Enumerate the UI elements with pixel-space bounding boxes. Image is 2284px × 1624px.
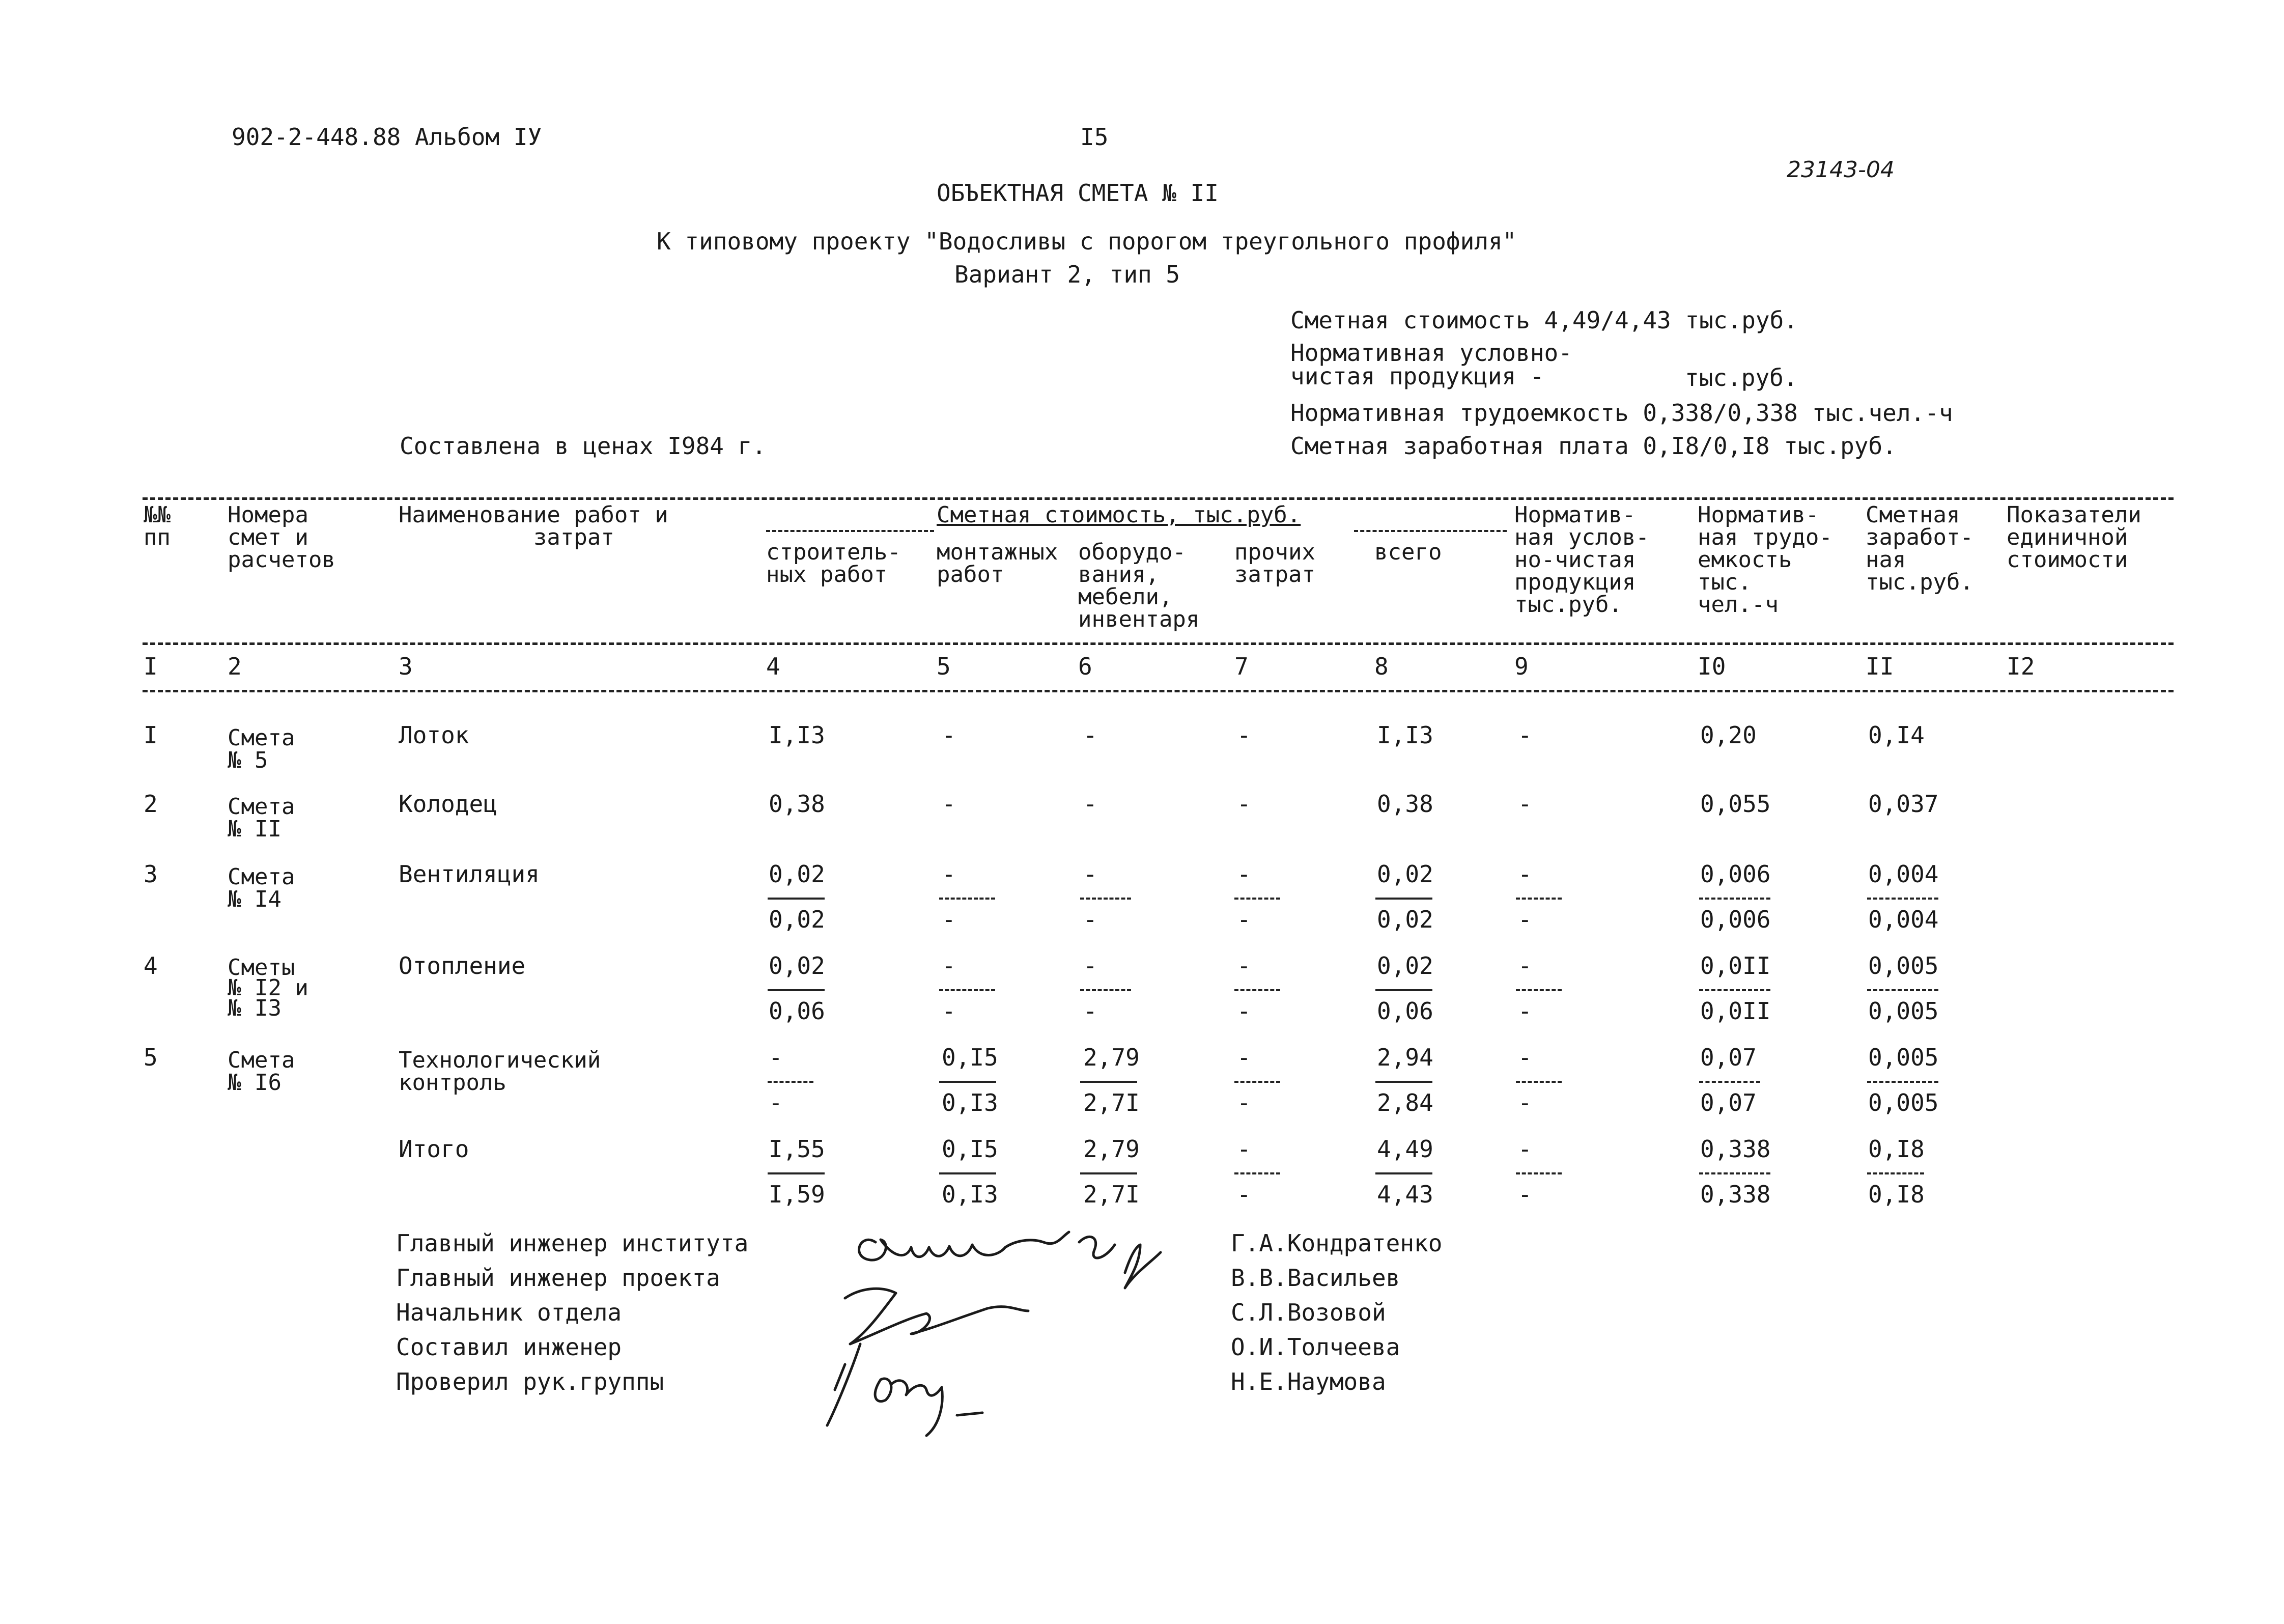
col-header-group: Сметная стоимость, тыс.руб. <box>937 502 1301 528</box>
summary-labor: Нормативная трудоемкость 0,338/0,338 тыс.чел.-ч <box>1290 399 1953 427</box>
col-number-7: 7 <box>1234 653 1249 680</box>
cell-c7: - <box>1237 860 1251 888</box>
fraction-bar <box>1080 1081 1137 1083</box>
cell-c10: 0,0II <box>1700 952 1771 979</box>
fraction-bar <box>1867 1172 1924 1174</box>
cell-c8-b: 2,84 <box>1377 1089 1433 1116</box>
cell-c7-b: - <box>1237 906 1251 933</box>
row-name: Колодец <box>399 790 497 818</box>
signature-name: Н.Е.Наумова <box>1231 1368 1386 1395</box>
col-number-1: I <box>144 653 158 680</box>
cell-c4-b: 0,06 <box>769 997 825 1025</box>
col-number-3: 3 <box>399 653 413 680</box>
row-number: 4 <box>144 952 158 979</box>
row-number: 3 <box>144 860 158 888</box>
cell-c7: - <box>1237 1044 1251 1071</box>
cell-c7: - <box>1237 790 1251 818</box>
summary-prices: Составлена в ценах I984 г. <box>400 432 767 460</box>
cell-c11-b: 0,005 <box>1868 1089 1939 1116</box>
cell-c10: 0,338 <box>1700 1135 1771 1163</box>
cell-c8: I,I3 <box>1377 721 1433 749</box>
signature-role: Проверил рук.группы <box>396 1368 664 1395</box>
fraction-bar <box>1080 898 1131 900</box>
row-name: Технологический контроль <box>399 1047 601 1096</box>
row-ref: Сметы № I2 и № I3 <box>228 955 308 1021</box>
document-title: ОБЪЕКТНАЯ СМЕТА № II <box>937 179 1219 207</box>
group-rule-right <box>1354 530 1507 532</box>
cell-c11: 0,004 <box>1868 860 1939 888</box>
fraction-bar <box>1867 989 1938 991</box>
cell-c5: - <box>942 952 956 979</box>
row-ref: Смета № II <box>228 794 295 842</box>
cell-c11: 0,I4 <box>1868 721 1925 749</box>
fraction-bar <box>939 1081 996 1083</box>
cell-c10-b: 0,006 <box>1700 906 1771 933</box>
row-ref: Смета № 5 <box>228 725 295 773</box>
fraction-bar <box>1375 1172 1432 1174</box>
row-name: Вентиляция <box>399 860 540 888</box>
signature-role: Главный инженер проекта <box>396 1264 720 1292</box>
handwritten-signatures <box>804 1212 1222 1441</box>
cell-c6: - <box>1083 790 1097 818</box>
signature-name: О.И.Толчеева <box>1231 1333 1400 1361</box>
cell-c10: 0,006 <box>1700 860 1771 888</box>
fraction-bar <box>1375 898 1432 900</box>
cell-c9: - <box>1518 721 1532 749</box>
fraction-bar <box>768 1081 813 1083</box>
cell-c8: 4,49 <box>1377 1135 1433 1163</box>
col-header-7: прочих затрат <box>1234 539 1315 587</box>
col-number-8: 8 <box>1374 653 1389 680</box>
cell-c10-b: 0,0II <box>1700 997 1771 1025</box>
cell-c4-b: I,59 <box>769 1181 825 1208</box>
cell-c5: - <box>942 721 956 749</box>
cell-c9-b: - <box>1518 1181 1532 1208</box>
signature-name: В.В.Васильев <box>1231 1264 1400 1292</box>
cell-c10: 0,055 <box>1700 790 1771 818</box>
cell-c6-b: - <box>1083 997 1097 1025</box>
fraction-bar <box>1699 1172 1770 1174</box>
fraction-bar <box>1516 1172 1562 1174</box>
fraction-bar <box>768 989 825 991</box>
cell-c4-b: 0,02 <box>769 906 825 933</box>
row-ref: Смета № I4 <box>228 864 295 912</box>
fraction-bar <box>1867 898 1938 900</box>
row-ref: Смета № I6 <box>228 1047 295 1096</box>
cell-c11: 0,I8 <box>1868 1135 1925 1163</box>
fraction-bar <box>768 1172 825 1174</box>
row-name: Лоток <box>399 721 469 749</box>
signature-name: Г.А.Кондратенко <box>1231 1229 1443 1257</box>
cell-c5-b: - <box>942 997 956 1025</box>
col-header-9: Норматив- ная услов- но-чистая продукция тыс.руб. <box>1514 502 1649 618</box>
col-number-11: II <box>1866 653 1894 680</box>
signature-name: С.Л.Возовой <box>1231 1299 1386 1326</box>
document-code: 902-2-448.88 Альбом IУ <box>232 123 542 151</box>
cell-c7-b: - <box>1237 997 1251 1025</box>
cell-c7-b: - <box>1237 1181 1251 1208</box>
cell-c10: 0,20 <box>1700 721 1757 749</box>
cell-c7: - <box>1237 952 1251 979</box>
cell-c7-b: - <box>1237 1089 1251 1116</box>
signature-role: Начальник отдела <box>396 1299 622 1326</box>
cell-c4: 0,38 <box>769 790 825 818</box>
cell-c6-b: - <box>1083 906 1097 933</box>
cell-c11-b: 0,I8 <box>1868 1181 1925 1208</box>
cell-c8-b: 4,43 <box>1377 1181 1433 1208</box>
col-header-8: всего <box>1374 539 1442 565</box>
col-header-3: Наименование работ и затрат <box>399 502 668 550</box>
col-header-11: Сметная заработ- ная тыс.руб. <box>1866 502 1973 595</box>
cell-c8: 0,02 <box>1377 952 1433 979</box>
cell-c11: 0,037 <box>1868 790 1939 818</box>
fraction-bar <box>1375 989 1432 991</box>
cell-c6: - <box>1083 952 1097 979</box>
cell-c9: - <box>1518 790 1532 818</box>
col-number-5: 5 <box>937 653 951 680</box>
cell-c10-b: 0,338 <box>1700 1181 1771 1208</box>
cell-c6: 2,79 <box>1083 1135 1140 1163</box>
cell-c5-b: 0,I3 <box>942 1181 998 1208</box>
fraction-bar <box>1867 1081 1938 1083</box>
fraction-bar <box>1516 989 1562 991</box>
cell-c9-b: - <box>1518 1089 1532 1116</box>
signature-role: Составил инженер <box>396 1333 622 1361</box>
cell-c9-b: - <box>1518 906 1532 933</box>
cell-c6: 2,79 <box>1083 1044 1140 1071</box>
fraction-bar <box>939 989 995 991</box>
handwritten-stamp: 23143-04 <box>1787 157 1895 183</box>
cell-c9: - <box>1518 952 1532 979</box>
fraction-bar <box>1699 898 1770 900</box>
fraction-bar <box>939 1172 996 1174</box>
summary-norm-prod-line2: чистая продукция - <box>1290 362 1544 390</box>
col-number-9: 9 <box>1514 653 1529 680</box>
cell-c6-b: 2,7I <box>1083 1089 1140 1116</box>
fraction-bar <box>1234 1081 1280 1083</box>
summary-norm-prod-unit: тыс.руб. <box>1685 364 1798 391</box>
cell-c4: I,I3 <box>769 721 825 749</box>
cell-c10: 0,07 <box>1700 1044 1757 1071</box>
col-number-2: 2 <box>228 653 242 680</box>
fraction-bar <box>1516 1081 1562 1083</box>
summary-wages: Сметная заработная плата 0,I8/0,I8 тыс.руб. <box>1290 432 1897 460</box>
row-number: 2 <box>144 790 158 818</box>
cell-c10-b: 0,07 <box>1700 1089 1757 1116</box>
cell-c4: I,55 <box>769 1135 825 1163</box>
cell-c6-b: 2,7I <box>1083 1181 1140 1208</box>
col-header-6: оборудо- вания, мебели, инвентаря <box>1078 539 1200 632</box>
variant-label: Вариант 2, тип 5 <box>954 261 1180 288</box>
cell-c6: - <box>1083 860 1097 888</box>
cell-c4: 0,02 <box>769 860 825 888</box>
fraction-bar <box>939 898 995 900</box>
cell-c8-b: 0,02 <box>1377 906 1433 933</box>
cell-c7: - <box>1237 721 1251 749</box>
col-header-5: монтажных работ <box>937 539 1058 587</box>
cell-c5: 0,I5 <box>942 1044 998 1071</box>
cell-c5: 0,I5 <box>942 1135 998 1163</box>
signature-role: Главный инженер института <box>396 1229 749 1257</box>
col-number-12: I2 <box>2007 653 2035 680</box>
cell-c8: 0,02 <box>1377 860 1433 888</box>
col-number-10: I0 <box>1698 653 1726 680</box>
summary-cost: Сметная стоимость 4,49/4,43 тыс.руб. <box>1290 306 1798 334</box>
document-subtitle: К типовому проекту "Водосливы с порогом треугольного профиля" <box>657 228 1517 255</box>
cell-c5: - <box>942 790 956 818</box>
group-rule-left <box>766 530 934 532</box>
fraction-bar <box>1375 1081 1432 1083</box>
cell-c9-b: - <box>1518 997 1532 1025</box>
fraction-bar <box>1699 989 1770 991</box>
cell-c5-b: 0,I3 <box>942 1089 998 1116</box>
summary-norm-prod-line1: Нормативная условно- <box>1290 339 1572 367</box>
header-rule <box>143 642 2174 645</box>
row-name: Отопление <box>399 952 526 979</box>
col-header-1: №№ пп <box>144 502 171 550</box>
cell-c4-b: - <box>769 1089 783 1116</box>
fraction-bar <box>768 898 825 900</box>
cell-c4: 0,02 <box>769 952 825 979</box>
col-header-10: Норматив- ная трудо- емкость тыс. чел.-ч <box>1698 502 1832 618</box>
cell-c5-b: - <box>942 906 956 933</box>
cell-c9: - <box>1518 1135 1532 1163</box>
fraction-bar <box>1699 1081 1760 1083</box>
cell-c9: - <box>1518 1044 1532 1071</box>
fraction-bar <box>1516 898 1562 900</box>
total-label: Итого <box>399 1135 469 1163</box>
cell-c8-b: 0,06 <box>1377 997 1433 1025</box>
row-number: I <box>144 721 158 749</box>
cell-c4: - <box>769 1044 783 1071</box>
col-number-4: 4 <box>766 653 780 680</box>
cell-c8: 0,38 <box>1377 790 1433 818</box>
fraction-bar <box>1234 1172 1280 1174</box>
col-header-12: Показатели единичной стоимости <box>2007 502 2141 573</box>
numbers-rule <box>143 690 2174 692</box>
cell-c11: 0,005 <box>1868 952 1939 979</box>
cell-c11: 0,005 <box>1868 1044 1939 1071</box>
cell-c11-b: 0,005 <box>1868 997 1939 1025</box>
fraction-bar <box>1234 989 1280 991</box>
col-header-4: строитель- ных работ <box>766 539 901 587</box>
page-number: I5 <box>1080 123 1109 151</box>
cell-c5: - <box>942 860 956 888</box>
table-top-rule <box>143 497 2174 500</box>
cell-c9: - <box>1518 860 1532 888</box>
fraction-bar <box>1080 1172 1137 1174</box>
cell-c7: - <box>1237 1135 1251 1163</box>
fraction-bar <box>1080 989 1131 991</box>
col-header-2: Номера смет и расчетов <box>228 502 335 573</box>
cell-c8: 2,94 <box>1377 1044 1433 1071</box>
col-number-6: 6 <box>1078 653 1092 680</box>
cell-c6: - <box>1083 721 1097 749</box>
fraction-bar <box>1234 898 1280 900</box>
cell-c11-b: 0,004 <box>1868 906 1939 933</box>
row-number: 5 <box>144 1044 158 1071</box>
